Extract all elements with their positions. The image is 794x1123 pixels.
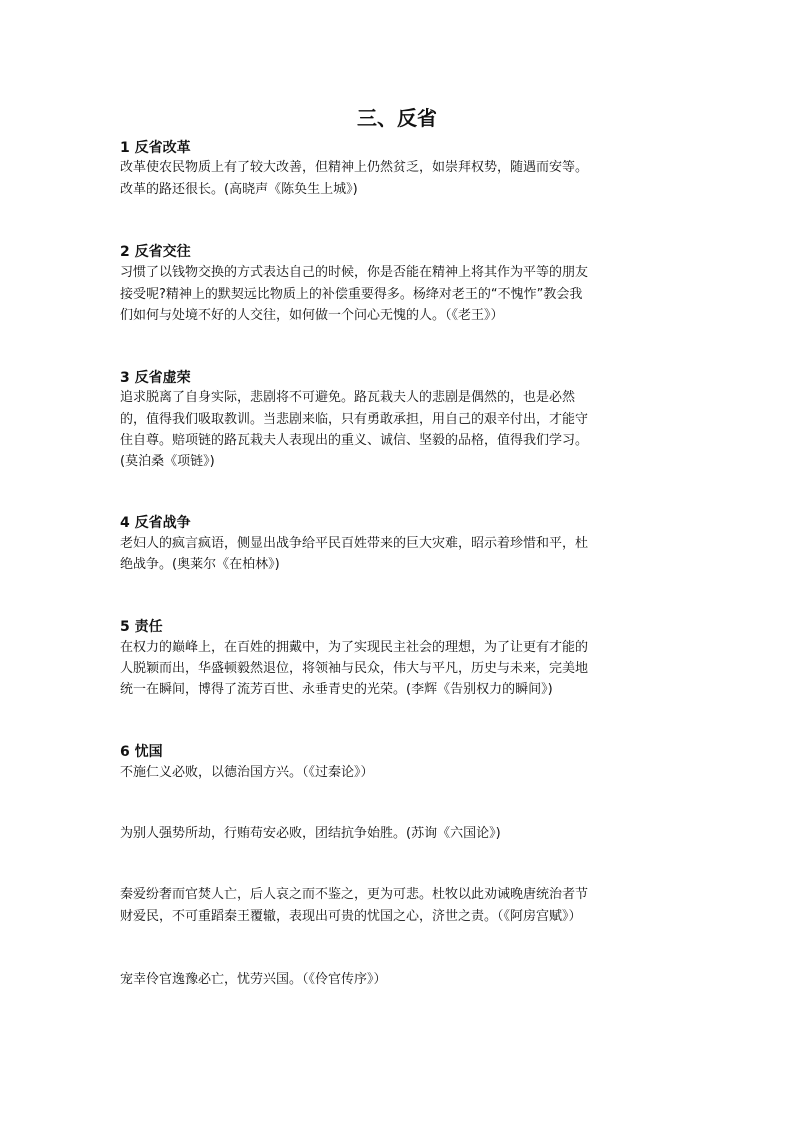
- section-5-line-3: 统一在瞬间，博得了流芳百世、永垂青史的光荣。(李辉《告别权力的瞬间》): [120, 682, 553, 697]
- section-1-line-1: 改革使农民物质上有了较大改善，但精神上仍然贫乏，如崇拜权势，随遇而安等。: [120, 160, 589, 175]
- section-3-line-4: (莫泊桑《项链》): [120, 454, 215, 469]
- section-6-line-1: 不施仁义必败，以德治国方兴。（《过秦论》）: [120, 765, 374, 780]
- section-2-line-2: 接受呢?精神上的默契远比物质上的补偿重要得多。杨绛对老王的“不愧怍”教会我: [120, 287, 583, 302]
- section-1-line-2: 改革的路还很长。(高晓声《陈奂生上城》): [120, 182, 358, 197]
- section-heading-2: 2 反省交往: [120, 244, 191, 260]
- section-heading-6: 6 忧国: [120, 744, 163, 760]
- section-heading-3: 3 反省虚荣: [120, 370, 191, 386]
- paragraph-afanggong-line-1: 秦爱纷奢而官焚人亡，后人哀之而不鉴之，更为可悲。杜牧以此劝诫晚唐统治者节: [120, 887, 589, 902]
- section-4-line-1: 老妇人的疯言疯语，侧显出战争给平民百姓带来的巨大灾难，昭示着珍惜和平，杜: [120, 536, 589, 551]
- paragraph-liuguolun-line-1: 为别人强势所劫，行贿苟安必败，团结抗争始胜。(苏询《六国论》): [120, 826, 501, 841]
- section-3-line-1: 追求脱离了自身实际，悲剧将不可避免。路瓦栽夫人的悲剧是偶然的，也是必然: [120, 390, 576, 405]
- section-2-line-1: 习惯了以钱物交换的方式表达自己的时候，你是否能在精神上将其作为平等的朋友: [120, 265, 589, 280]
- section-heading-4: 4 反省战争: [120, 515, 191, 531]
- section-5-line-2: 人脱颖而出，华盛顿毅然退位，将领袖与民众，伟大与平凡，历史与未来，完美地: [120, 661, 589, 676]
- section-5-line-1: 在权力的巅峰上，在百姓的拥戴中，为了实现民主社会的理想，为了让更有才能的: [120, 640, 589, 655]
- page-title: 三、反省: [357, 106, 437, 130]
- section-3-line-3: 住自尊。赔项链的路瓦栽夫人表现出的重义、诚信、坚毅的品格，值得我们学习。: [120, 433, 589, 448]
- paragraph-lingguan-line-1: 宠幸伶官逸豫必亡，忧劳兴国。（《伶官传序》）: [120, 972, 387, 987]
- paragraph-afanggong-line-2: 财爱民，不可重蹈秦王覆辙，表现出可贵的忧国之心，济世之责。（《阿房宫赋》）: [120, 909, 582, 924]
- section-2-line-3: 们如何与处境不好的人交往，如何做一个问心无愧的人。（《老王》）: [120, 308, 504, 323]
- section-4-line-2: 绝战争。(奥莱尔《在柏林》): [120, 557, 280, 572]
- section-heading-5: 5 责任: [120, 619, 163, 635]
- section-heading-1: 1 反省改革: [120, 140, 191, 156]
- section-3-line-2: 的，值得我们吸取教训。当悲剧来临，只有勇敢承担，用自己的艰辛付出，才能守: [120, 412, 589, 427]
